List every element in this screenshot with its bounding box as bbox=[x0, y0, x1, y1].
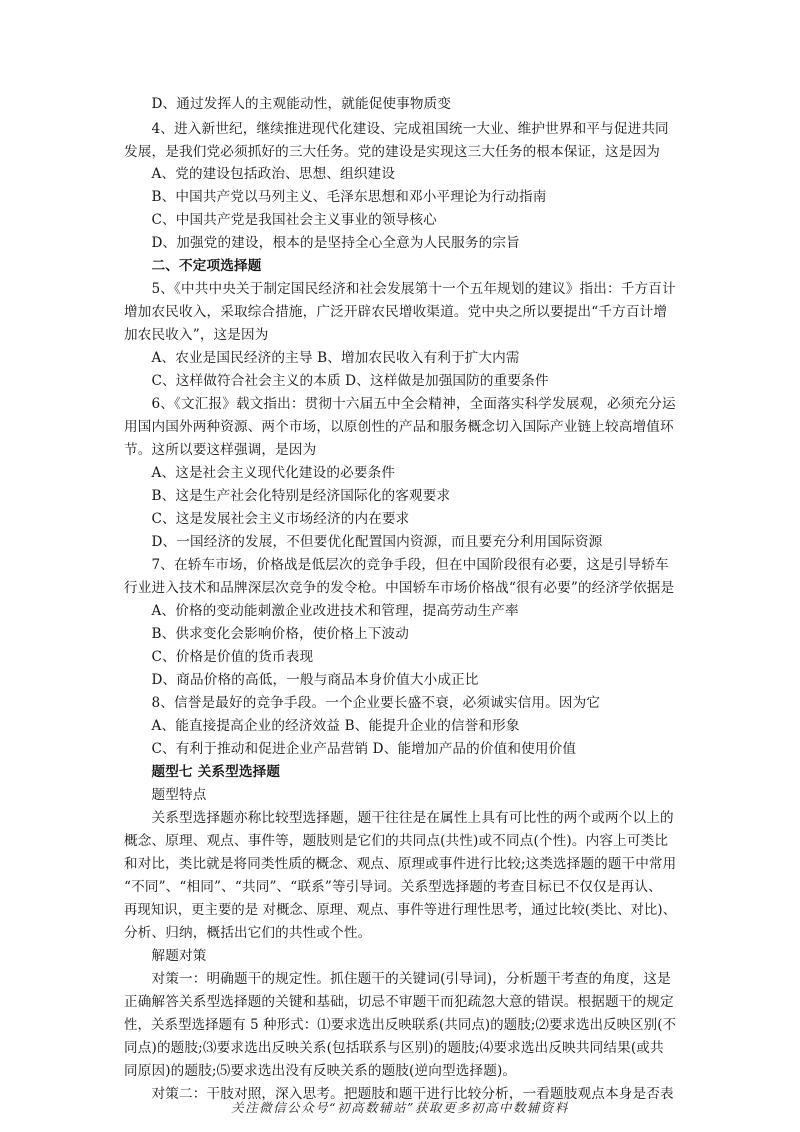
text-line: “不同”、“相同”、“共同”、“联系”等引导词。关系型选择题的考查目标已不仅仅是再认、 bbox=[124, 879, 662, 895]
text-line: 8、信誉是最好的竞争手段。一个企业要长盛不衰，必须诚实信用。因为它 bbox=[124, 695, 601, 711]
text-line: 5、《中共中央关于制定国民经济和社会发展第十一个五年规划的建议》指出：千方百计 bbox=[124, 281, 676, 297]
text-line: 题型特点 bbox=[124, 787, 207, 803]
text-line: A、这是社会主义现代化建设的必要条件 bbox=[124, 465, 396, 481]
text-line: B、这是生产社会化特别是经济国际化的客观要求 bbox=[124, 488, 451, 504]
text-line: 再现知识，更主要的是 对概念、原理、观点、事件等进行理性思考，通过比较(类比、对比)、 bbox=[124, 902, 677, 918]
text-line: 对策二：干肢对照，深入思考。把题肢和题干进行比较分析，一看题肢观点本身是否表 bbox=[124, 1086, 674, 1102]
text-line: A、价格的变动能刺激企业改进技术和管理，提高劳动生产率 bbox=[124, 603, 519, 619]
text-line: 用国内国外两种资源、两个市场，以原创性的产品和服务概念切入国际产业链上较高增值环 bbox=[124, 419, 674, 435]
text-line: C、中国共产党是我国社会主义事业的领导核心 bbox=[124, 212, 437, 228]
text-line: A、党的建设包括政治、思想、组织建设 bbox=[124, 166, 396, 182]
text-line: 行业进入技术和品牌深层次竞争的发令枪。中国轿车市场价格战“很有必要”的经济学依据是 bbox=[124, 580, 675, 596]
text-line: 概念、原理、观点、事件等，题肢则是它们的共同点(共性)或不同点(个性)。内容上可类比 bbox=[124, 833, 669, 849]
text-line: C、价格是价值的货币表现 bbox=[124, 649, 314, 665]
text-line: D、商品价格的高低，一般与商品本身价值大小成正比 bbox=[124, 672, 479, 688]
text-line: 对策一：明确题干的规定性。抓住题干的关键词(引导词)，分析题干考查的角度，这是 bbox=[124, 971, 671, 987]
text-line: 关系型选择题亦称比较型选择题，题干往往是在属性上具有可比性的两个或两个以上的 bbox=[124, 810, 674, 826]
text-line: 和对比，类比就是将同类性质的概念、观点、原理或事件进行比较;这类选择题的题干中常用 bbox=[124, 856, 677, 872]
text-line: A、农业是国民经济的主导 B、增加农民收入有利于扩大内需 bbox=[124, 350, 520, 366]
text-line: C、有利于推动和促进企业产品营销 D、能增加产品的价值和使用价值 bbox=[124, 741, 577, 757]
text-line: 正确解答关系型选择题的关键和基础，切忌不审题干而犯疏忽大意的错误。根据题干的规定 bbox=[124, 994, 674, 1010]
text-line: C、这是发展社会主义市场经济的内在要求 bbox=[124, 511, 410, 527]
text-line: 解题对策 bbox=[124, 948, 207, 964]
text-line: 加农民收入”，这是因为 bbox=[124, 327, 269, 343]
text-line: D、一国经济的发展，不但要优化配置国内资源，而且要充分利用国际资源 bbox=[124, 534, 603, 550]
text-line: C、这样做符合社会主义的本质 D、这样做是加强国防的重要条件 bbox=[124, 373, 549, 389]
text-line: 同原因)的题肢;⑸要求选出没有反映关系的题肢(逆向型选择题)。 bbox=[124, 1063, 517, 1079]
text-line: 分析、归纳，概括出它们的共性或个性。 bbox=[124, 925, 372, 941]
section-heading: 二、不定项选择题 bbox=[124, 258, 262, 274]
text-line: 4、进入新世纪，继续推进现代化建设、完成祖国统一大业、维护世界和平与促进共同 bbox=[124, 121, 669, 137]
text-line: 6、《文汇报》载文指出：贯彻十六届五中全会精神，全面落实科学发展观，必须充分运 bbox=[124, 396, 676, 412]
text-line: 发展，是我们党必须抓好的三大任务。党的建设是实现这三大任务的根本保证，这是因为 bbox=[124, 144, 661, 160]
text-line: B、中国共产党以马列主义、毛泽东思想和邓小平理论为行动指南 bbox=[124, 189, 547, 205]
text-line: 同点)的题肢;⑶要求选出反映关系(包括联系与区别)的题肢;⑷要求选出反映共同结果(或共 bbox=[124, 1040, 664, 1056]
text-line: 节。这所以要这样强调，是因为 bbox=[124, 442, 317, 458]
text-line: 7、在轿车市场，价格战是低层次的竞争手段，但在中国阶段很有必要，这是引导轿车 bbox=[124, 557, 669, 573]
text-line: B、供求变化会影响价格，使价格上下波动 bbox=[124, 626, 410, 642]
text-line: D、加强党的建设，根本的是坚持全心全意为人民服务的宗旨 bbox=[124, 235, 520, 251]
section-heading: 题型七 关系型选择题 bbox=[124, 764, 281, 780]
footer-promo-text: 关注微信公众号“初高数辅站”获取更多初高中数辅资料 bbox=[231, 1100, 569, 1115]
text-line: 增加农民收入，采取综合措施，广泛开辟农民增收渠道。党中央之所以要提出“千方百计增 bbox=[124, 304, 668, 320]
text-line: 性，关系型选择题有 5 种形式：⑴要求选出反映联系(共同点)的题肢;⑵要求选出反映区别(不 bbox=[124, 1017, 677, 1033]
text-line: D、通过发挥人的主观能动性，就能促使事物质变 bbox=[124, 96, 452, 112]
text-line: A、能直接提高企业的经济效益 B、能提升企业的信誉和形象 bbox=[124, 718, 520, 734]
